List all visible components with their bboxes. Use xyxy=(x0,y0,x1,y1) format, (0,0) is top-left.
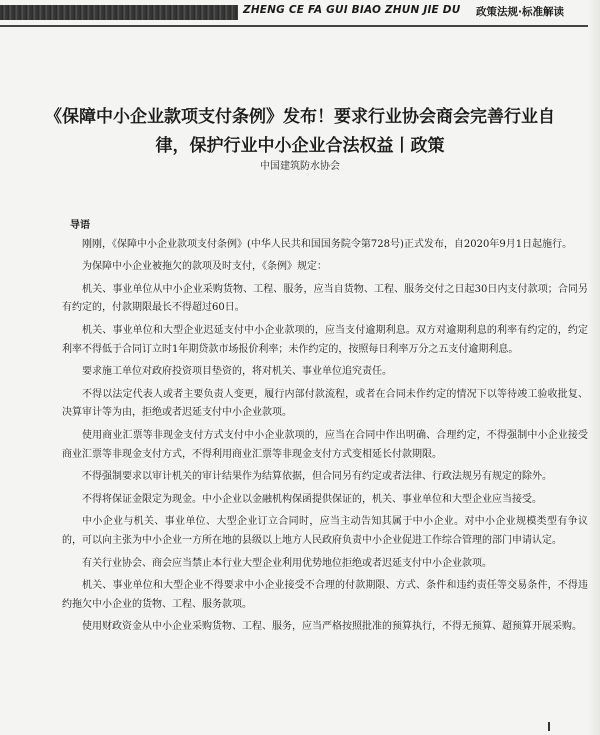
paragraph: 机关、事业单位和大型企业不得要求中小企业接受不合理的付款期限、方式、条件和违约责任等交易条件，不得违约拖欠中小企业的货物、工程、服务款项。 xyxy=(62,580,588,610)
article-author: 中国建筑防水协会 xyxy=(260,161,340,172)
paragraph: 有关行业协会、商会应当禁止本行业大型企业利用优势地位拒绝或者迟延支付中小企业款项。 xyxy=(82,557,492,569)
guide-label: 导语 xyxy=(70,220,90,231)
article-title: 《保障中小企业款项支付条例》发布！要求行业协会商会完善行业自律，保护行业中小企业合法权益丨政策 xyxy=(45,107,555,157)
paragraph: 要求施工单位对政府投资项目垫资的，将对机关、事业单位追究责任。 xyxy=(82,366,392,378)
paragraph: 不得强制要求以审计机关的审计结果作为结算依据，但合同另有约定或者法律、行政法规另有规定的除外。 xyxy=(82,471,552,483)
paragraph: 为保障中小企业被拖欠的款项及时支付，《条例》规定： xyxy=(82,261,327,273)
paragraph: 使用财政资金从中小企业采购货物、工程、服务，应当严格按照批准的预算执行，不得无预算、超预算开展采购。 xyxy=(82,621,582,633)
paragraph: 机关、事业单位和大型企业迟延支付中小企业款项的，应当支付逾期利息。双方对逾期利息的利率有约定的，约定利率不得低于合同订立时1年期贷款市场报价利率；未作约定的，按照每日利率万分之五支付逾期利息。 xyxy=(62,324,588,355)
paragraph: 不得将保证金限定为现金。中小企业以金融机构保函提供保证的，机关、事业单位和大型企业应当接受。 xyxy=(82,493,542,505)
paragraph: 刚刚，《保障中小企业款项支付条例》(中华人民共和国国务院令第728号)正式发布，自2020年9月1日起施行。 xyxy=(82,238,573,250)
page-header xyxy=(0,0,600,34)
paragraph: 不得以法定代表人或者主要负责人变更，履行内部付款流程，或者在合同未作约定的情况下以等待竣工验收批复、决算审计等为由，拒绝或者迟延支付中小企业款项。 xyxy=(62,388,588,419)
page-edge-shadow xyxy=(588,0,600,735)
paragraph: 中小企业与机关、事业单位、大型企业订立合同时，应当主动告知其属于中小企业。对中小企业规模类型有争议的，可以向主张为中小企业一方所在地的县级以上地方人民政府负责中小企业促进工作综合管理的部门申请认定。 xyxy=(62,516,588,546)
paragraph: 机关、事业单位从中小企业采购货物、工程、服务，应当自货物、工程、服务交付之日起30日内支付款项；合同另有约定的，付款期限最长不得超过60日。 xyxy=(62,283,588,314)
header-divider xyxy=(0,25,600,27)
page-mark xyxy=(548,722,550,731)
paragraph: 使用商业汇票等非现金支付方式支付中小企业款项的，应当在合同中作出明确、合理约定，不得强制中小企业接受商业汇票等非现金支付方式，不得利用商业汇票等非现金支付方式变相延长付款期限。 xyxy=(62,429,588,460)
section-label: 政策法规·标准解读 xyxy=(476,6,564,18)
article-body xyxy=(62,217,588,641)
journal-title: ZHENG CE FA GUI BIAO ZHUN JIE DU xyxy=(243,4,461,16)
header-decoration-bar xyxy=(0,5,238,20)
